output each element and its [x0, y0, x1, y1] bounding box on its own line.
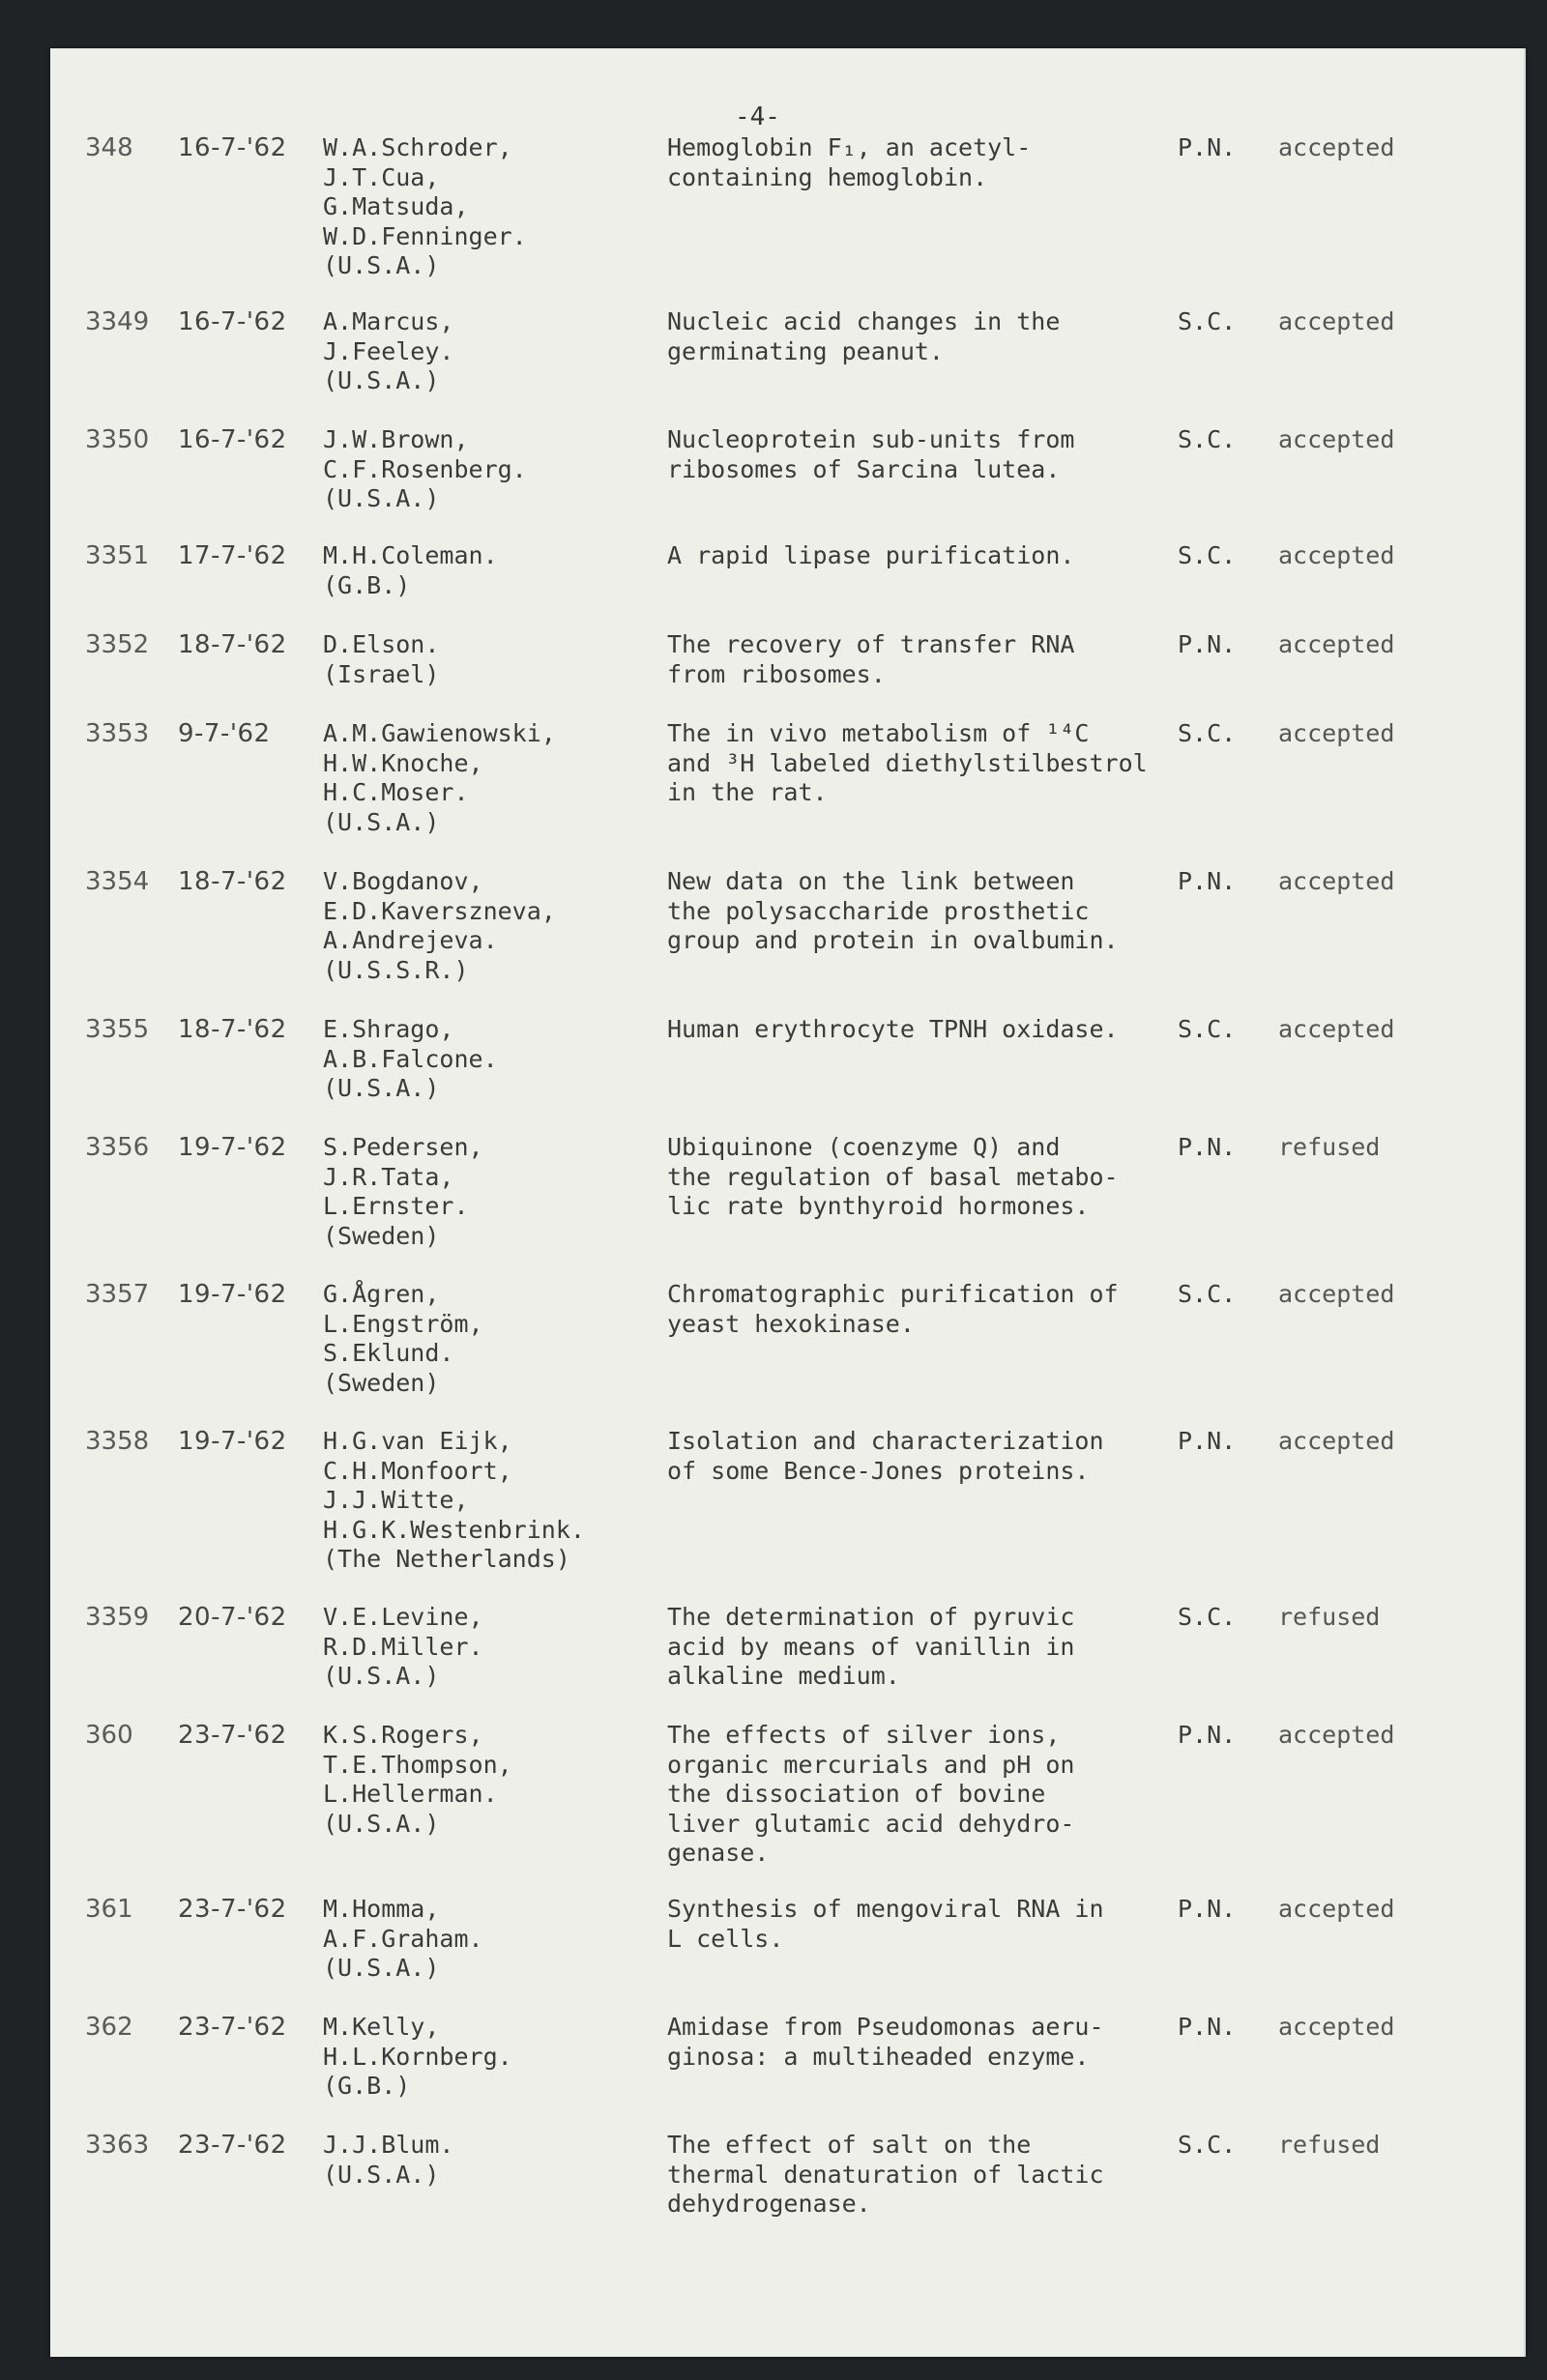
entry-authors-line: S.Eklund. [323, 1339, 454, 1367]
entry-date: 17-7-'62 [178, 541, 287, 570]
entry-type: P.N. [1178, 630, 1237, 658]
entry-authors-line: H.L.Kornberg. [323, 2042, 512, 2071]
entry-authors-line: A.F.Graham. [323, 1924, 483, 1953]
entry-status: refused [1278, 1603, 1381, 1631]
entry-authors-line: V.E.Levine, [323, 1603, 483, 1631]
entry-number: 3358 [85, 1427, 150, 1456]
entry-authors [323, 1603, 483, 1692]
entry-status: accepted [1278, 133, 1395, 161]
entry-title [667, 1895, 1104, 1954]
entry-authors [323, 307, 453, 396]
entry-title-line: The effect of salt on the [667, 2131, 1032, 2159]
entry-title-line: The in vivo metabolism of ¹⁴C [667, 719, 1090, 747]
entry-authors [323, 630, 439, 689]
entry-title [667, 867, 1119, 956]
entry-title-line: Human erythrocyte TPNH oxidase. [667, 1015, 1119, 1043]
entry-authors-line: G.Matsuda, [323, 192, 469, 220]
entry-number: 3349 [85, 307, 150, 336]
entry-authors-line: V.Bogdanov, [323, 867, 483, 895]
entry-authors-line: H.G.van Eijk, [323, 1427, 512, 1455]
entry-status: accepted [1278, 1015, 1395, 1043]
entry-status: accepted [1278, 2013, 1395, 2041]
entry-type: P.N. [1178, 1427, 1237, 1455]
entry-authors-line: H.W.Knoche, [323, 748, 483, 777]
entry-authors-line: H.C.Moser. [323, 778, 469, 806]
entry-title-line: yeast hexokinase. [667, 1309, 915, 1338]
entry-authors-line: A.B.Falcone. [323, 1044, 498, 1073]
entry-authors-line: T.E.Thompson, [323, 1750, 512, 1779]
entry-title-line: ribosomes of Sarcina lutea. [667, 454, 1061, 483]
entry-authors-line: (U.S.A.) [323, 1954, 440, 1982]
entry-authors-line: A.Marcus, [323, 307, 454, 335]
entry-title [667, 2013, 1104, 2072]
entry-title-line: the dissociation of bovine [667, 1780, 1046, 1808]
entry-number: 361 [85, 1895, 133, 1924]
entry-title-line: alkaline medium. [667, 1662, 900, 1690]
entry-title [667, 541, 1074, 571]
entry-title-line: L cells. [667, 1924, 784, 1953]
entry-authors-line: (U.S.A.) [323, 484, 440, 512]
entry-title-line: Synthesis of mengoviral RNA in [667, 1895, 1104, 1923]
entry-title-line: from ribosomes. [667, 659, 886, 688]
entry-number: 3352 [85, 630, 150, 659]
entry-date: 23-7-'62 [178, 2013, 287, 2042]
entry-date: 19-7-'62 [178, 1280, 287, 1309]
entry-date: 9-7-'62 [178, 719, 271, 748]
entry-authors-line: (Israel) [323, 659, 440, 688]
entry-title [667, 133, 1031, 192]
entry-title-line: containing hemoglobin. [667, 162, 988, 191]
entry-title [667, 1280, 1119, 1339]
entry-title [667, 719, 1148, 808]
entry-title-line: The recovery of transfer RNA [667, 630, 1075, 658]
entry-authors-line: E.Shrago, [323, 1015, 454, 1043]
entry-title-line: dehydrogenase. [667, 2190, 871, 2218]
entry-title-line: and ³H labeled diethylstilbestrol [667, 748, 1148, 777]
entry-authors [323, 541, 498, 600]
entry-number: 3355 [85, 1015, 150, 1044]
entry-title-line: group and protein in ovalbumin. [667, 926, 1119, 954]
entry-authors [323, 1133, 483, 1251]
entry-authors-line: J.W.Brown, [323, 425, 469, 453]
entry-title-line: Amidase from Pseudomonas aeru- [667, 2013, 1104, 2041]
entry-authors-line: (U.S.A.) [323, 1809, 440, 1838]
entry-authors-line: (G.B.) [323, 2072, 411, 2100]
entry-title-line: Chromatographic purification of [667, 1280, 1119, 1308]
entry-type: P.N. [1178, 1895, 1237, 1923]
entry-authors-line: R.D.Miller. [323, 1632, 483, 1661]
entry-type: S.C. [1178, 719, 1237, 747]
entry-title-line: Nucleic acid changes in the [667, 307, 1061, 335]
entry-authors-line: J.T.Cua, [323, 162, 440, 191]
entry-authors-line: J.J.Witte, [323, 1486, 469, 1514]
entry-status: accepted [1278, 867, 1395, 895]
entry-status: accepted [1278, 307, 1395, 335]
entry-authors [323, 425, 527, 514]
entry-authors-line: C.H.Monfoort, [323, 1456, 512, 1485]
entry-authors [323, 719, 556, 837]
entry-authors-line: (U.S.A.) [323, 807, 440, 836]
entry-authors [323, 2131, 453, 2190]
entry-date: 19-7-'62 [178, 1427, 287, 1456]
entry-authors-line: H.G.K.Westenbrink. [323, 1515, 585, 1544]
entry-status: accepted [1278, 1895, 1395, 1923]
entry-title-line: lic rate bynthyroid hormones. [667, 1192, 1090, 1220]
entry-type: S.C. [1178, 1280, 1237, 1308]
entry-status: accepted [1278, 425, 1395, 453]
entry-title-line: New data on the link between [667, 867, 1075, 895]
entry-type: S.C. [1178, 1015, 1237, 1043]
entry-title [667, 1721, 1074, 1869]
entry-date: 18-7-'62 [178, 867, 287, 896]
entry-title-line: Hemoglobin F₁, an acetyl- [667, 133, 1032, 161]
entry-title-line: acid by means of vanillin in [667, 1632, 1075, 1661]
entry-title [667, 1427, 1104, 1486]
entry-title-line: the polysaccharide prosthetic [667, 896, 1090, 925]
entry-title-line: The effects of silver ions, [667, 1721, 1061, 1749]
entry-number: 3350 [85, 425, 150, 454]
entry-status: accepted [1278, 719, 1395, 747]
entry-date: 19-7-'62 [178, 1133, 287, 1162]
entry-authors-line: (U.S.A.) [323, 251, 440, 279]
entry-title-line: organic mercurials and pH on [667, 1750, 1075, 1779]
entry-title-line: thermal denaturation of lactic [667, 2160, 1104, 2189]
entry-status: refused [1278, 2131, 1381, 2159]
entry-type: P.N. [1178, 1721, 1237, 1749]
entry-authors [323, 1427, 585, 1575]
entry-date: 16-7-'62 [178, 307, 287, 336]
entry-date: 23-7-'62 [178, 1895, 287, 1924]
entry-number: 348 [85, 133, 133, 162]
entry-date: 16-7-'62 [178, 425, 287, 454]
entry-number: 3357 [85, 1280, 150, 1309]
entry-title-line: Nucleoprotein sub-units from [667, 425, 1075, 453]
entry-authors-line: S.Pedersen, [323, 1133, 483, 1161]
entry-date: 20-7-'62 [178, 1603, 287, 1632]
entry-title [667, 2131, 1104, 2220]
entry-authors-line: (U.S.A.) [323, 1662, 440, 1690]
entry-type: P.N. [1178, 867, 1237, 895]
entry-title-line: genase. [667, 1839, 770, 1867]
entry-title [667, 1015, 1119, 1045]
entry-authors-line: E.D.Kaverszneva, [323, 896, 556, 925]
entry-title [667, 307, 1060, 366]
entry-type: S.C. [1178, 541, 1237, 569]
entry-authors-line: D.Elson. [323, 630, 440, 658]
entry-authors-line: (The Netherlands) [323, 1545, 570, 1573]
entry-title [667, 1603, 1074, 1692]
entry-authors-line: C.F.Rosenberg. [323, 454, 527, 483]
entry-date: 23-7-'62 [178, 2131, 287, 2160]
entry-authors [323, 2013, 512, 2102]
entry-authors-line: W.A.Schroder, [323, 133, 512, 161]
entry-status: refused [1278, 1133, 1381, 1161]
entry-authors-line: J.R.Tata, [323, 1162, 454, 1191]
entry-status: accepted [1278, 1427, 1395, 1455]
entry-authors-line: (U.S.S.R.) [323, 955, 469, 984]
entry-authors-line: (U.S.A.) [323, 2160, 440, 2189]
entry-type: S.C. [1178, 425, 1237, 453]
entry-type: S.C. [1178, 1603, 1237, 1631]
entry-title-line: the regulation of basal metabo- [667, 1162, 1119, 1191]
entry-authors [323, 1895, 483, 1984]
entry-authors-line: A.M.Gawienowski, [323, 719, 556, 747]
entry-authors [323, 867, 556, 985]
entry-title-line: Ubiquinone (coenzyme Q) and [667, 1133, 1061, 1161]
entry-status: accepted [1278, 1280, 1395, 1308]
entry-authors [323, 1721, 512, 1839]
entry-title-line: ginosa: a multiheaded enzyme. [667, 2042, 1090, 2071]
entry-authors-line: (Sweden) [323, 1368, 440, 1397]
entry-authors-line: A.Andrejeva. [323, 926, 498, 954]
entry-title-line: in the rat. [667, 778, 828, 806]
entry-authors-line: K.S.Rogers, [323, 1721, 483, 1749]
entry-number: 3354 [85, 867, 150, 896]
entry-authors-line: J.J.Blum. [323, 2131, 454, 2159]
entry-authors-line: M.H.Coleman. [323, 541, 498, 569]
entry-authors-line: M.Homma, [323, 1895, 440, 1923]
entry-date: 23-7-'62 [178, 1721, 287, 1750]
entry-number: 362 [85, 2013, 133, 2042]
entry-type: P.N. [1178, 1133, 1237, 1161]
entry-authors-line: (U.S.A.) [323, 1074, 440, 1102]
entry-number: 3363 [85, 2131, 150, 2160]
entry-status: accepted [1278, 541, 1395, 569]
entry-number: 3351 [85, 541, 150, 570]
entry-title [667, 425, 1074, 484]
entry-authors-line: M.Kelly, [323, 2013, 440, 2041]
entry-type: P.N. [1178, 2013, 1237, 2041]
entry-authors-line: (G.B.) [323, 570, 411, 599]
entry-date: 18-7-'62 [178, 1015, 287, 1044]
entry-authors-line: L.Ernster. [323, 1192, 469, 1220]
entry-title-line: The determination of pyruvic [667, 1603, 1075, 1631]
entry-title [667, 630, 1074, 689]
entry-number: 3356 [85, 1133, 150, 1162]
entry-number: 3353 [85, 719, 150, 748]
entry-authors-line: L.Engström, [323, 1309, 483, 1338]
entry-authors-line: (Sweden) [323, 1221, 440, 1250]
entry-authors [323, 1015, 498, 1104]
entry-type: S.C. [1178, 2131, 1237, 2159]
page-number: -4- [735, 102, 780, 131]
entry-authors-line: J.Feeley. [323, 336, 454, 365]
entry-status: accepted [1278, 1721, 1395, 1749]
entry-date: 16-7-'62 [178, 133, 287, 162]
entry-number: 3359 [85, 1603, 150, 1632]
entry-status: accepted [1278, 630, 1395, 658]
entry-date: 18-7-'62 [178, 630, 287, 659]
entry-title-line: of some Bence-Jones proteins. [667, 1456, 1090, 1485]
entry-title-line: liver glutamic acid dehydro- [667, 1809, 1075, 1838]
entry-title-line: Isolation and characterization [667, 1427, 1104, 1455]
entry-authors [323, 1280, 483, 1398]
entry-authors-line: G.Ågren, [323, 1280, 440, 1308]
entry-title-line: A rapid lipase purification. [667, 541, 1075, 569]
entry-type: P.N. [1178, 133, 1237, 161]
entry-authors [323, 133, 527, 281]
entry-authors-line: W.D.Fenninger. [323, 221, 527, 250]
entry-type: S.C. [1178, 307, 1237, 335]
entry-title [667, 1133, 1119, 1222]
entry-title-line: germinating peanut. [667, 336, 944, 365]
entry-authors-line: (U.S.A.) [323, 366, 440, 394]
entry-authors-line: L.Hellerman. [323, 1780, 498, 1808]
entry-number: 360 [85, 1721, 133, 1750]
